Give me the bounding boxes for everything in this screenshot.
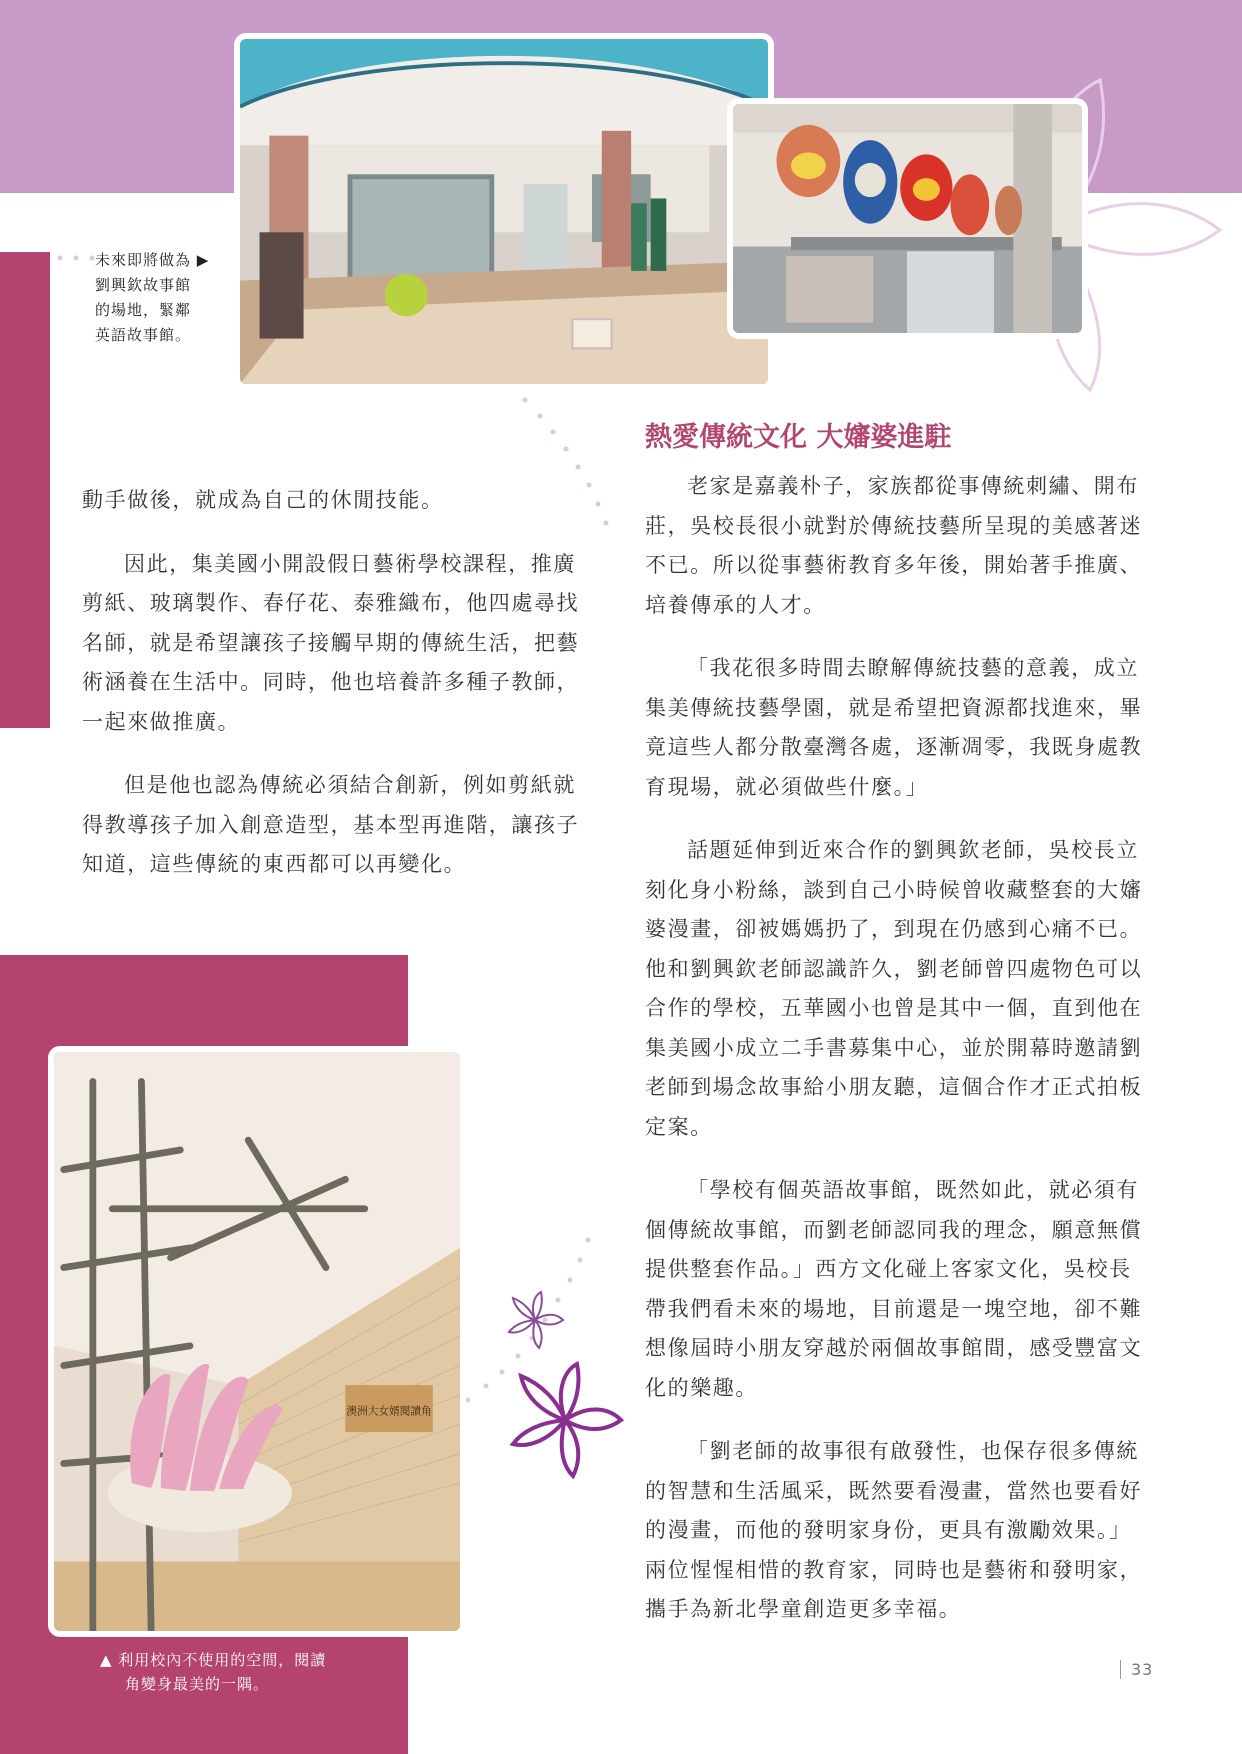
caption-line: ▲ 利用校內不使用的空間，閱讀: [100, 1651, 327, 1669]
paragraph: 「學校有個英語故事館，既然如此，就必須有個傳統故事館，而劉老師認同我的理念，願意無償提供整套作品。」西方文化碰上客家文化，吳校長帶我們看未來的場地，目前還是一塊空地，卻不難想像屆時小朋友穿越於兩個故事館間，感受豐富文化的樂趣。: [645, 1178, 1143, 1400]
paragraph: 話題延伸到近來合作的劉興欽老師，吳校長立刻化身小粉絲，談到自己小時候曾收藏整套的大嬸婆漫畫，卻被媽媽扔了，到現在仍感到心痛不已。他和劉興欽老師認識許久，劉老師曾四處物色可以合作的學校，五華國小也曾是其中一個，直到他在集美國小成立二手書募集中心，並於開幕時邀請劉老師到場念故事給小朋友聽，這個合作才正式拍板定案。: [645, 838, 1143, 1139]
caption-line: 英語故事館。: [95, 326, 192, 344]
patio-caption: [95, 248, 235, 348]
paragraph: 但是他也認為傳統必須結合創新，例如剪紙就得教導孩子加入創意造型，基本型再進階，讓孩子知道，這些傳統的東西都可以再變化。: [82, 773, 580, 876]
flower-icon: [505, 1360, 625, 1480]
reading-corner-caption: [100, 1648, 400, 1696]
caption-line: 角變身最美的一隅。: [125, 1675, 270, 1693]
section-heading: 熱愛傳統文化 大嬸婆進駐: [645, 422, 952, 453]
page-number: 33: [1120, 1660, 1153, 1679]
caption-line: 的場地，緊鄰: [95, 301, 192, 319]
paragraph: 「我花很多時間去瞭解傳統技藝的意義，成立集美傳統技藝學園，就是希望把資源都找進來，畢竟這些人都分散臺灣各處，逐漸凋零，我既身處教育現場，就必須做些什麼。」: [645, 656, 1143, 799]
paragraph: 動手做後，就成為自己的休閒技能。: [82, 488, 444, 512]
caption-line: 未來即將做為 ▶: [95, 251, 210, 269]
sign-text: 澳洲大女婿閱讀角: [346, 1404, 432, 1418]
small-flower-icon: [505, 1290, 565, 1350]
paragraph: 因此，集美國小開設假日藝術學校課程，推廣剪紙、玻璃製作、春仔花、泰雅織布，他四處尋找名師，就是希望讓孩子接觸早期的傳統生活，把藝術涵養在生活中。同時，他也培養許多種子教師，一起來做推廣。: [82, 551, 580, 734]
caption-line: 劉興欽故事館: [95, 276, 192, 294]
left-text-column: [82, 481, 592, 909]
paragraph: 老家是嘉義朴子，家族都從事傳統刺繡、開布莊，吳校長很小就對於傳統技藝所呈現的美感著迷不已。所以從事藝術教育多年後，開始著手推廣、培養傳承的人才。: [645, 474, 1143, 617]
masks-photo: [727, 98, 1088, 339]
right-text-column: [645, 467, 1153, 1654]
paragraph: 「劉老師的故事很有啟發性，也保存很多傳統的智慧和生活風采，既然要看漫畫，當然也要看好的漫畫，而他的發明家身份，更具有激勵效果。」兩位惺惺相惜的教育家，同時也是藝術和發明家，攜手為新北學童創造更多幸福。: [645, 1439, 1143, 1621]
patio-photo: [234, 33, 774, 390]
reading-corner-photo: [48, 1046, 466, 1637]
